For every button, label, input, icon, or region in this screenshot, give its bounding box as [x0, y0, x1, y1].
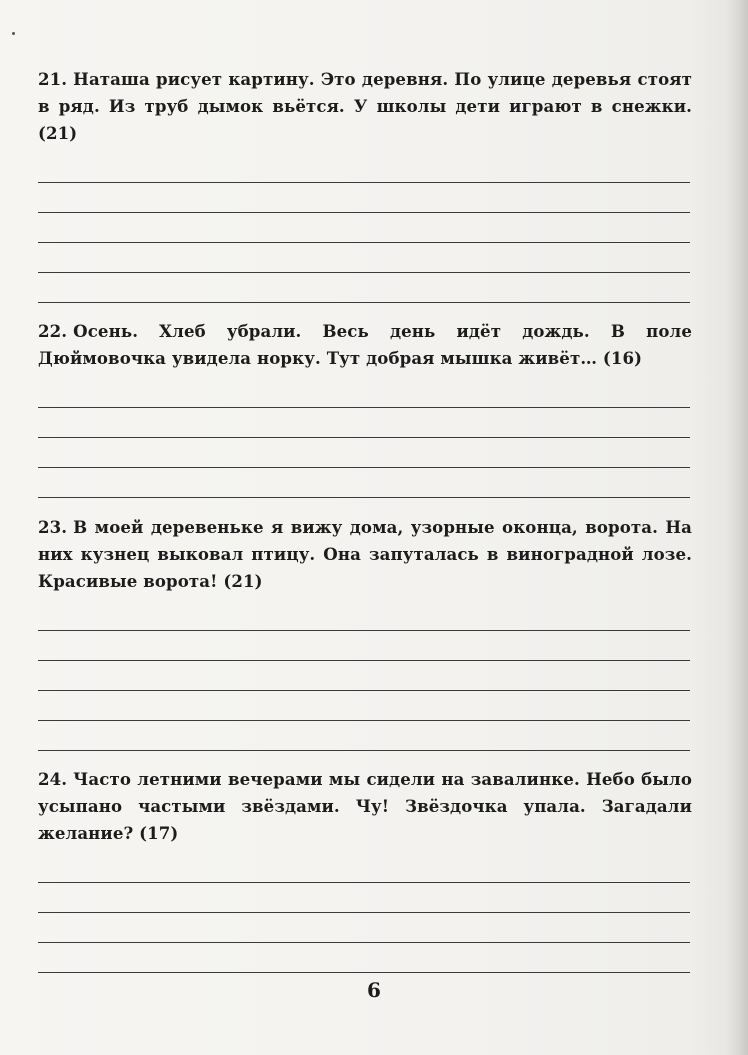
page-edge-shadow: [726, 0, 748, 1055]
exercise-body: Часто летними вечерами мы сидели на завалинке. Небо было усыпано частыми звёздами. Чу! Звёздочка упала. Загадали желание? (17): [38, 769, 692, 843]
writing-line[interactable]: [38, 378, 690, 408]
exercise-number: 21.: [38, 69, 68, 89]
exercise-number: 22.: [38, 321, 68, 341]
exercise-21: [38, 66, 692, 303]
exercise-number: 23.: [38, 517, 68, 537]
writing-line[interactable]: [38, 153, 690, 183]
writing-lines[interactable]: [38, 853, 692, 973]
writing-line[interactable]: [38, 273, 690, 303]
writing-line[interactable]: [38, 213, 690, 243]
writing-line[interactable]: [38, 721, 690, 751]
exercise-number: 24.: [38, 769, 68, 789]
exercise-text: [38, 766, 692, 847]
exercise-24: [38, 766, 692, 973]
writing-line[interactable]: [38, 853, 690, 883]
writing-lines[interactable]: [38, 378, 692, 498]
writing-line[interactable]: [38, 601, 690, 631]
exercise-text: [38, 318, 692, 372]
exercise-text: [38, 66, 692, 147]
writing-line[interactable]: [38, 408, 690, 438]
exercise-22: [38, 318, 692, 498]
writing-line[interactable]: [38, 883, 690, 913]
exercise-body: Наташа рисует картину. Это деревня. По улице деревья стоят в ряд. Из труб дымок вьётся. У школы дети играют в снежки. (21): [38, 69, 692, 143]
exercise-23: [38, 514, 692, 751]
exercise-text: [38, 514, 692, 595]
writing-line[interactable]: [38, 243, 690, 273]
page-number: 6: [367, 978, 381, 1002]
corner-mark: [12, 32, 15, 35]
writing-line[interactable]: [38, 691, 690, 721]
exercise-body: В моей деревеньке я вижу дома, узорные оконца, ворота. На них кузнец выковал птицу. Она запуталась в виноградной лозе. Красивые ворота! (21): [38, 517, 692, 591]
writing-line[interactable]: [38, 183, 690, 213]
exercise-body: Осень. Хлеб убрали. Весь день идёт дождь. В поле Дюймовочка увидела норку. Тут добрая мышка живёт… (16): [38, 321, 692, 368]
writing-line[interactable]: [38, 438, 690, 468]
writing-lines[interactable]: [38, 601, 692, 751]
writing-lines[interactable]: [38, 153, 692, 303]
writing-line[interactable]: [38, 943, 690, 973]
writing-line[interactable]: [38, 913, 690, 943]
writing-line[interactable]: [38, 661, 690, 691]
writing-line[interactable]: [38, 631, 690, 661]
writing-line[interactable]: [38, 468, 690, 498]
